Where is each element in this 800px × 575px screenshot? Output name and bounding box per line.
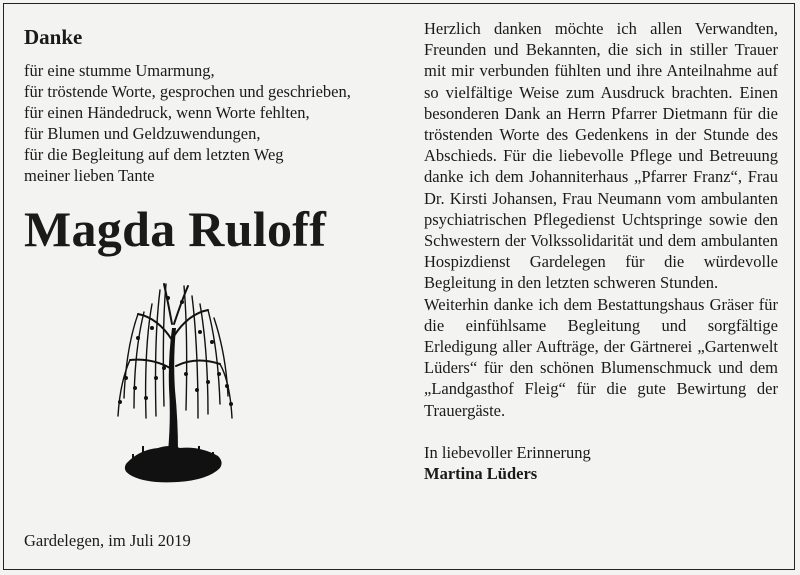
signer-name: Martina Lüders <box>424 464 538 484</box>
thanks-lines <box>24 60 404 186</box>
thanks-line: für eine stumme Umarmung, <box>24 61 215 80</box>
deceased-name: Magda Ruloff <box>24 201 327 257</box>
place-date: Gardelegen, im Juli 2019 <box>24 531 191 550</box>
thanks-line: für tröstende Worte, gesprochen und geschrieben, <box>24 82 351 101</box>
closing-line: In liebevoller Erinnerung <box>424 442 591 462</box>
thanks-paragraph-2: Weiterhin danke ich dem Bestattungshaus Gräser für die einfühlsame Begleitung und sorgfältige Erledigung aller Aufträge, der Gärtnerei „Gartenwelt Lüders“ für den schönen Blumenschmuck und dem „Landgasthof Fleig“ für die gute Bewirtung der Trauergäste. <box>424 294 778 420</box>
thanks-line: für einen Händedruck, wenn Worte fehlten, <box>24 103 310 122</box>
left-column <box>24 24 404 186</box>
weeping-willow-icon <box>108 278 238 488</box>
thanks-paragraph-1: Herzlich danken möchte ich allen Verwandten, Freunden und Bekannten, die sich in stiller Trauer mit mir verbunden fühlten und ihre Anteilnahme auf so vielfältige Weise zum Ausdruck brachten. Einen besonderen Dank an Herrn Pfarrer Dietmann für die tröstenden Worte des Gedenkens in der Stunde des Abschieds. Für die liebevolle Pflege und Betreuung danke ich dem Johanniterhaus „Pfarrer Franz“, Frau Dr. Kirsti Johansen, Frau Neumann vom ambulanten psychiatrischen Pflegedienst Uchtspringe sowie den Schwestern der Volkssolidarität und dem ambulanten Hospizdienst Gardelegen für die würdevolle Begleitung in den letzten schweren Stunden. <box>424 19 778 293</box>
thanks-line: meiner lieben Tante <box>24 166 155 185</box>
right-column <box>424 18 778 484</box>
heading-danke: Danke <box>24 25 83 49</box>
thanks-line: für Blumen und Geldzuwendungen, <box>24 124 261 143</box>
thanks-line: für die Begleitung auf dem letzten Weg <box>24 145 284 164</box>
